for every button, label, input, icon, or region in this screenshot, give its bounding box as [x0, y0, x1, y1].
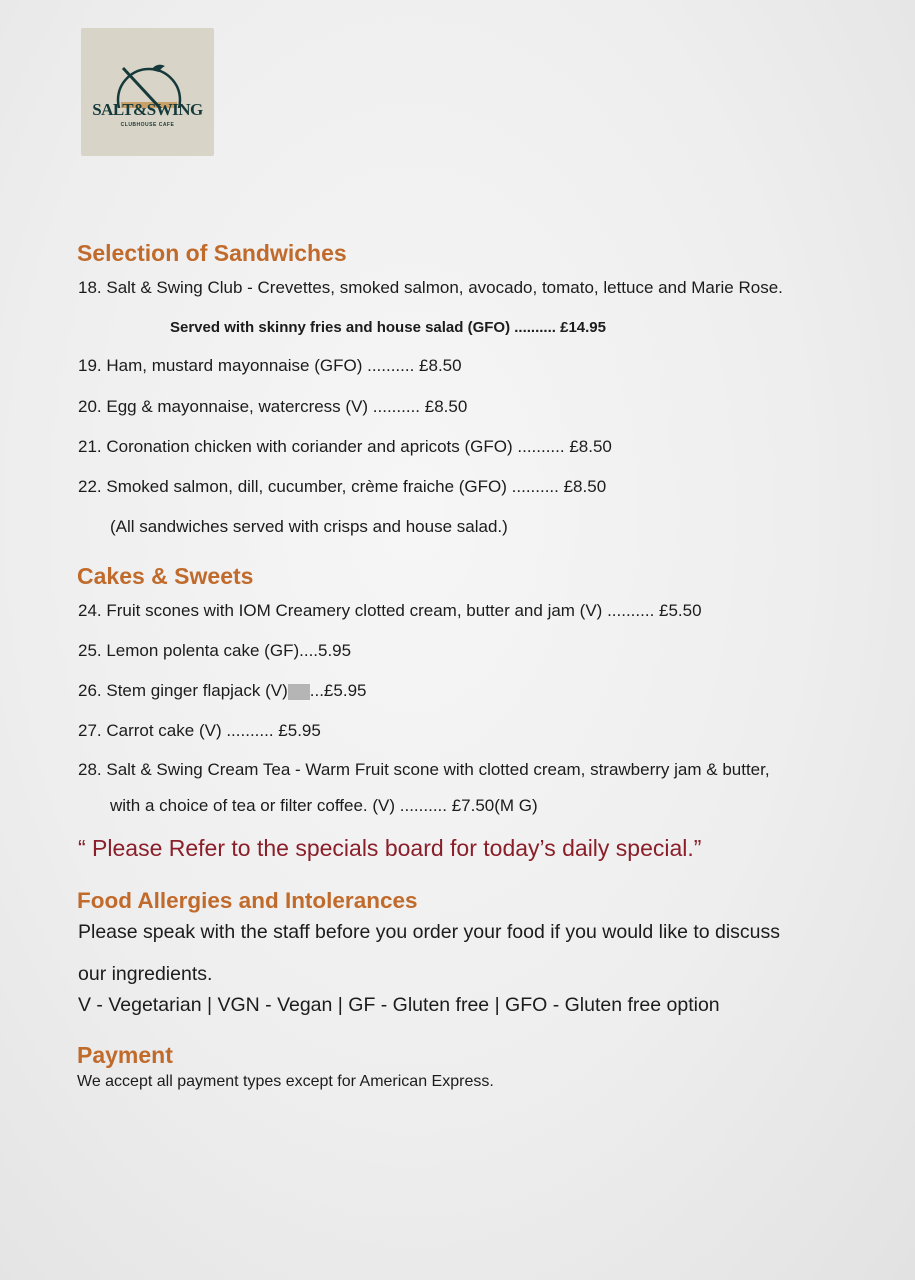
- allergies-text-line-2: our ingredients.: [78, 963, 213, 985]
- smudge-mark: [288, 684, 310, 700]
- payment-text: We accept all payment types except for American Express.: [77, 1073, 494, 1090]
- menu-item-24: 24. Fruit scones with IOM Creamery clotted cream, butter and jam (V) .......... £5.50: [78, 601, 702, 620]
- menu-item-19: 19. Ham, mustard mayonnaise (GFO) .......... £8.50: [78, 356, 462, 375]
- specials-notice: “ Please Refer to the specials board for today’s daily special.”: [78, 835, 702, 861]
- payment-heading: Payment: [77, 1042, 173, 1068]
- menu-item-25: 25. Lemon polenta cake (GF)....5.95: [78, 641, 352, 660]
- sandwiches-heading: Selection of Sandwiches: [77, 240, 347, 266]
- logo-name: SALT&SWING: [92, 100, 203, 119]
- allergies-text-line-1: Please speak with the staff before you order your food if you would like to discuss: [78, 921, 781, 943]
- menu-item-26: [78, 681, 366, 701]
- menu-item-26-price: ...£5.95: [309, 681, 367, 700]
- menu-item-18: 18. Salt & Swing Club - Crevettes, smoked salmon, avocado, tomato, lettuce and Marie Rose.: [78, 278, 783, 297]
- dietary-key: V - Vegetarian | VGN - Vegan | GF - Gluten free | GFO - Gluten free option: [78, 994, 720, 1016]
- menu-item-26-name: 26. Stem ginger flapjack (V): [78, 681, 288, 700]
- allergies-heading: Food Allergies and Intolerances: [77, 888, 418, 913]
- logo: [81, 28, 214, 156]
- logo-tagline: CLUBHOUSE CAFE: [120, 122, 175, 128]
- golf-club-icon: [81, 28, 214, 108]
- menu-item-28-continued: with a choice of tea or filter coffee. (V) .......... £7.50(M G): [110, 796, 538, 815]
- club-served-with: Served with skinny fries and house salad (GFO) .......... £14.95: [170, 319, 606, 336]
- cakes-heading: Cakes & Sweets: [77, 563, 254, 589]
- sandwiches-note: (All sandwiches served with crisps and house salad.): [110, 517, 508, 536]
- menu-item-28: 28. Salt & Swing Cream Tea - Warm Fruit scone with clotted cream, strawberry jam & butter,: [78, 760, 770, 779]
- menu-item-22: 22. Smoked salmon, dill, cucumber, crème fraiche (GFO) .......... £8.50: [78, 477, 607, 496]
- menu-item-20: 20. Egg & mayonnaise, watercress (V) .......... £8.50: [78, 397, 468, 416]
- menu-item-27: 27. Carrot cake (V) .......... £5.95: [78, 721, 321, 740]
- menu-item-21: 21. Coronation chicken with coriander and apricots (GFO) .......... £8.50: [78, 437, 612, 456]
